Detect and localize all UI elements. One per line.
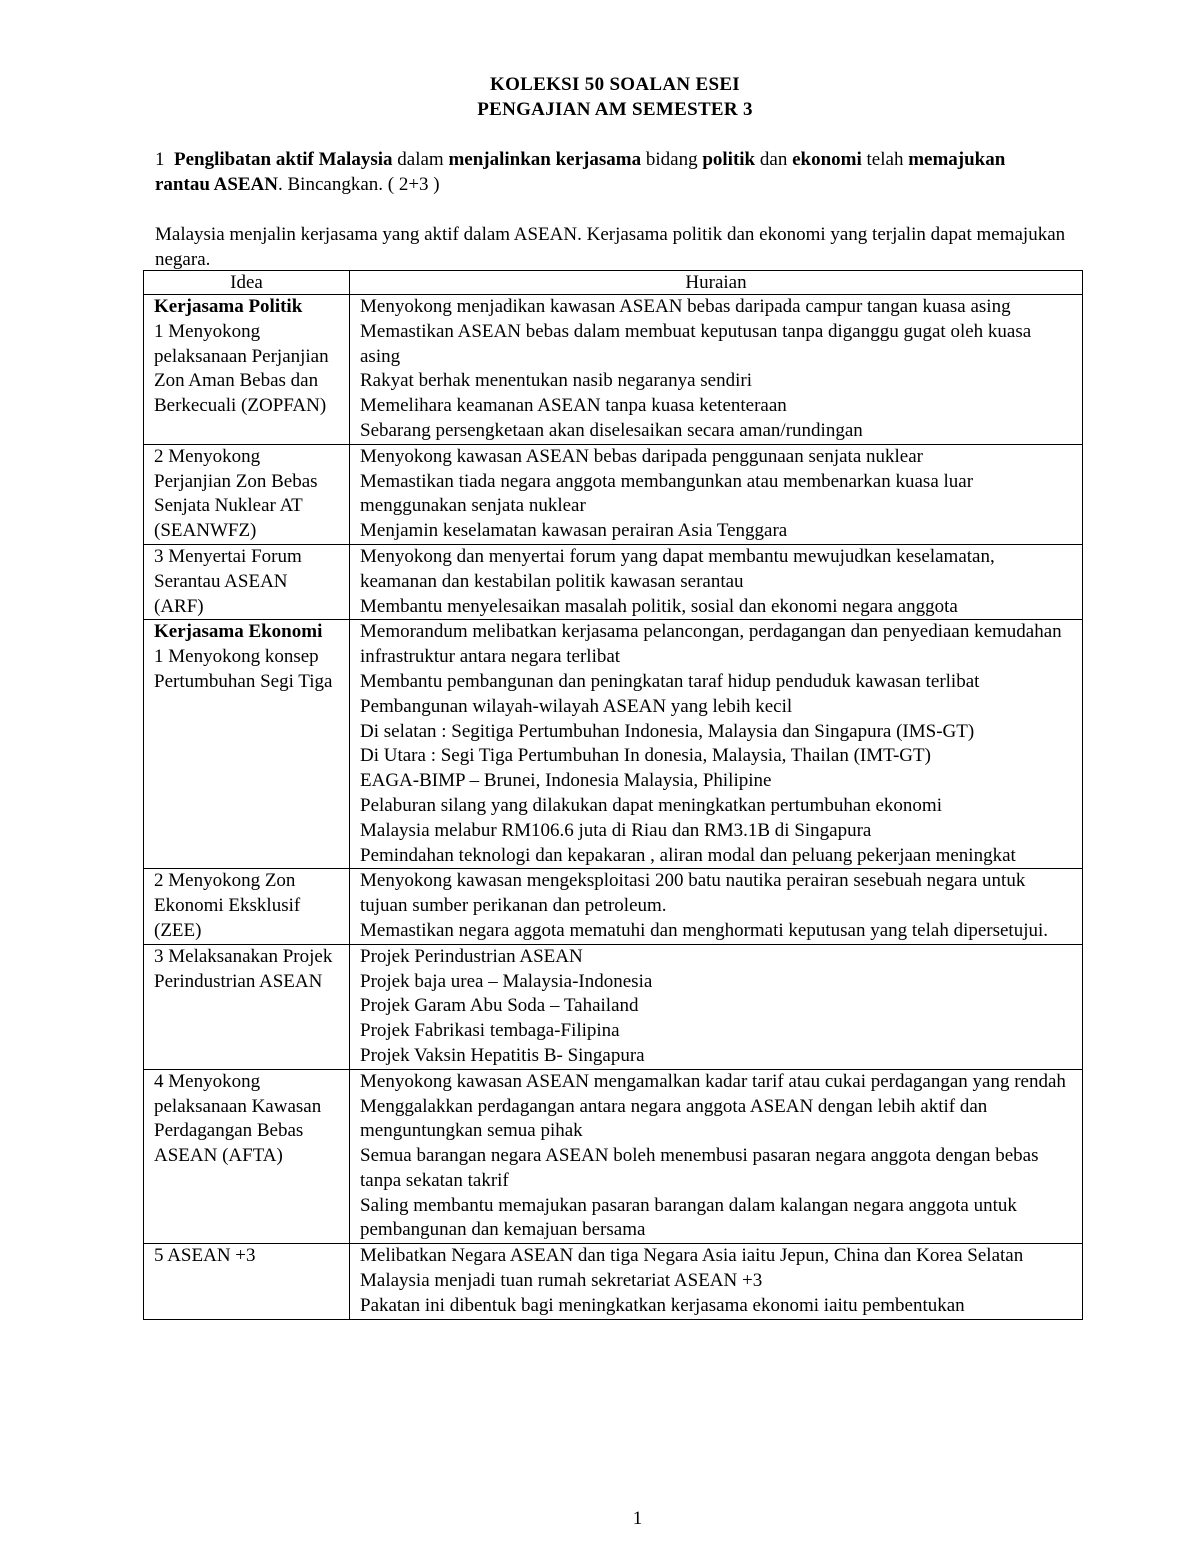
huraian-cell [350,295,1083,445]
idea-cell [144,1069,350,1244]
table-row [144,544,1083,619]
huraian-point: Sebarang persengketaan akan diselesaikan secara aman/rundingan [360,419,863,441]
huraian-point: Malaysia melabur RM106.6 juta di Riau dan RM3.1B di Singapura [360,819,872,841]
essay-question [155,147,1055,197]
idea-cell [144,544,350,619]
question-segment: dan [755,149,793,170]
huraian-point: Projek baja urea – Malaysia-Indonesia [360,970,653,992]
intro-paragraph: Malaysia menjalin kerjasama yang aktif dalam ASEAN. Kerjasama politik dan ekonomi yang terjalin dapat memajukan negara. [155,224,1066,270]
huraian-point: Membantu menyelesaikan masalah politik, sosial dan ekonomi negara anggota [360,595,958,617]
huraian-point: Projek Garam Abu Soda – Tahailand [360,995,639,1017]
huraian-point: Menyokong kawasan mengeksploitasi 200 batu nautika perairan sesebuah negara untuk tujuan sumber perikanan dan petroleum. [360,870,1026,917]
huraian-point: Membantu pembangunan dan peningkatan taraf hidup penduduk kawasan terlibat [360,670,980,692]
huraian-cell [350,544,1083,619]
huraian-point: Memastikan tiada negara anggota membangunkan atau membenarkan kuasa luar menggunakan senjata nuklear [360,470,974,517]
huraian-point: Projek Fabrikasi tembaga-Filipina [360,1020,620,1042]
huraian-point: Menjamin keselamatan kawasan perairan Asia Tenggara [360,520,788,542]
table-row [144,295,1083,445]
huraian-point: Pemindahan teknologi dan kepakaran , aliran modal dan peluang pekerjaan meningkat [360,844,1016,866]
huraian-point: Pakatan ini dibentuk bagi meningkatkan kerjasama ekonomi iaitu pembentukan [360,1294,965,1316]
question-segment: bidang [641,149,703,170]
table-header-row [144,271,1083,295]
huraian-point: Memastikan negara aggota mematuhi dan menghormati keputusan yang telah dipersetujui. [360,919,1049,941]
page-number: 1 [632,1508,643,1529]
idea-cell [144,295,350,445]
table-row [144,1069,1083,1244]
huraian-point: Projek Perindustrian ASEAN [360,945,583,967]
huraian-point: Saling membantu memajukan pasaran barangan dalam kalangan negara anggota untuk pembangunan dan kemajuan bersama [360,1194,1017,1241]
question-segment: menjalinkan kerjasama [448,149,642,170]
question-segment: memajukan rantau ASEAN [155,149,1006,195]
huraian-cell [350,944,1083,1069]
idea-text: 3 Menyertai Forum Serantau ASEAN (ARF) [154,545,302,617]
table-row [144,1244,1083,1319]
huraian-point: Pembangunan wilayah-wilayah ASEAN yang lebih kecil [360,695,793,717]
idea-cell [144,944,350,1069]
question-segment: Penglibatan aktif Malaysia [174,149,393,170]
huraian-point: EAGA-BIMP – Brunei, Indonesia Malaysia, Philipine [360,770,772,792]
question-number: 1 [155,149,165,170]
idea-text: 1 Menyokong pelaksanaan Perjanjian Zon Aman Bebas dan Berkecuali (ZOPFAN) [154,320,329,417]
huraian-cell [350,620,1083,869]
idea-cell [144,444,350,544]
header-huraian: Huraian [350,271,1083,295]
question-segment: politik [702,149,756,170]
question-segment: telah [861,149,909,170]
table-row [144,444,1083,544]
huraian-point: Menggalakkan perdagangan antara negara anggota ASEAN dengan lebih aktif dan menguntungkan semua pihak [360,1095,988,1142]
huraian-point: Menyokong dan menyertai forum yang dapat membantu mewujudkan keselamatan, keamanan dan kestabilan politik kawasan serantau [360,545,995,592]
huraian-point: Semua barangan negara ASEAN boleh menembusi pasaran negara anggota dengan bebas tanpa sekatan takrif [360,1145,1039,1191]
table-row [144,944,1083,1069]
table-row [144,869,1083,944]
huraian-point: Melibatkan Negara ASEAN dan tiga Negara Asia iaitu Jepun, China dan Korea Selatan [360,1245,1024,1267]
table-row [144,620,1083,869]
header-idea: Idea [144,271,350,295]
huraian-cell [350,1244,1083,1319]
huraian-point: Di Utara : Segi Tiga Pertumbuhan In donesia, Malaysia, Thailan (IMT-GT) [360,745,931,767]
huraian-point: Di selatan : Segitiga Pertumbuhan Indonesia, Malaysia dan Singapura (IMS-GT) [360,720,975,742]
idea-heading: Kerjasama Ekonomi [154,621,323,643]
huraian-point: Projek Vaksin Hepatitis B- Singapura [360,1044,645,1066]
huraian-point: Memorandum melibatkan kerjasama pelancongan, perdagangan dan penyediaan kemudahan infrastruktur antara negara terlibat [360,621,1062,668]
idea-text: 2 Menyokong Zon Ekonomi Eksklusif (ZEE) [154,870,301,941]
question-segment: . Bincangkan. ( 2+3 ) [278,174,440,195]
document-title: KOLEKSI 50 SOALAN ESEI [490,74,740,95]
idea-cell [144,1244,350,1319]
question-segment: dalam [392,149,449,170]
question-text [155,149,1005,195]
huraian-cell [350,1069,1083,1244]
huraian-point: Memastikan ASEAN bebas dalam membuat keputusan tanpa diganggu gugat oleh kuasa asing [360,320,1032,367]
huraian-point: Menyokong kawasan ASEAN mengamalkan kadar tarif atau cukai perdagangan yang rendah [360,1070,1066,1092]
idea-text: 2 Menyokong Perjanjian Zon Bebas Senjata Nuklear AT (SEANWFZ) [154,445,318,542]
idea-cell [144,869,350,944]
huraian-point: Malaysia menjadi tuan rumah sekretariat ASEAN +3 [360,1270,763,1292]
idea-text: 1 Menyokong konsep Pertumbuhan Segi Tiga [154,646,333,692]
huraian-point: Rakyat berhak menentukan nasib negaranya sendiri [360,370,752,392]
table-body [144,295,1083,1320]
huraian-cell [350,869,1083,944]
answer-table [143,270,1083,1320]
huraian-point: Menyokong kawasan ASEAN bebas daripada penggunaan senjata nuklear [360,445,923,467]
idea-text: 4 Menyokong pelaksanaan Kawasan Perdagangan Bebas ASEAN (AFTA) [154,1070,322,1167]
question-segment: ekonomi [792,149,862,170]
idea-text: 3 Melaksanakan Projek Perindustrian ASEAN [154,945,333,992]
idea-cell [144,620,350,869]
huraian-cell [350,444,1083,544]
huraian-point: Memelihara keamanan ASEAN tanpa kuasa ketenteraan [360,395,787,417]
huraian-point: Pelaburan silang yang dilakukan dapat meningkatkan pertumbuhan ekonomi [360,794,942,816]
idea-text: 5 ASEAN +3 [154,1245,256,1267]
idea-heading: Kerjasama Politik [154,296,303,317]
document-subtitle: PENGAJIAN AM SEMESTER 3 [477,99,753,120]
huraian-point: Menyokong menjadikan kawasan ASEAN bebas daripada campur tangan kuasa asing [360,296,1011,317]
